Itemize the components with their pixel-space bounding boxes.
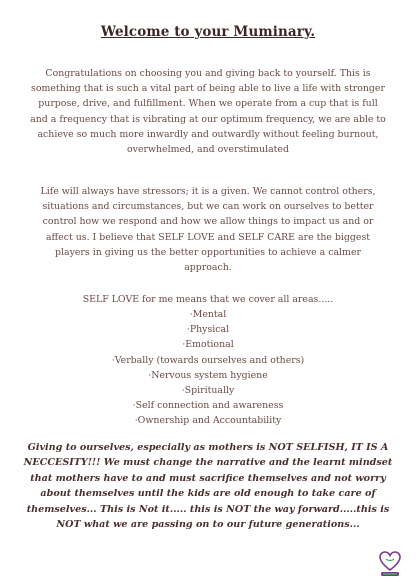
list-item: ·Ownership and Accountability: [134, 415, 282, 427]
list-item: ·Emotional: [182, 339, 234, 351]
stressors-paragraph: Life will always have stressors; it is a given. We cannot control others, situations and circumstances, but we can work on ourselves to better control how we respond and how we allow things to impact us and or affect us. I believe that SELF LOVE and SELF CARE are the biggest players in giving us the better opportunities to achieve a calmer approach.: [40, 186, 376, 274]
list-item: ·Verbally (towards ourselves and others): [111, 354, 305, 366]
list-item: ·Spiritually: [181, 385, 235, 397]
list-item: ·Mental: [189, 309, 227, 320]
intro-paragraph: Congratulations on choosing you and giving back to yourself. This is something that is such a vital part of being able to live a life with stronger purpose, drive, and fulfillment. When we operate from a cup that is full and a frequency that is vibrating at our optimum frequency, we are able to achieve so much more inwardly and outwardly without feeling burnout, overwhelmed, and overstimulated: [30, 68, 386, 156]
list-item: ·Physical: [186, 324, 230, 336]
list-item: ·Nervous system hygiene: [148, 369, 268, 381]
page-title: Welcome to your Muminary.: [100, 24, 316, 40]
self-love-areas-list: [0, 307, 416, 429]
self-love-heading: SELF LOVE for me means that we cover all areas.....: [82, 294, 334, 305]
heart-logo-icon: [378, 550, 402, 578]
list-item: ·Self connection and awareness: [132, 400, 284, 412]
closing-statement: Giving to ourselves, especially as mothers is NOT SELFISH, IT IS A NECCESITY!!! We must change the narrative and the learnt mindset that mothers have to and must sacrifice themselves and not worry about themselves until the kids are old enough to take care of themselves... This is Not it..... this is NOT the way forward.....this is NOT what we are passing on to our future generations...: [23, 442, 393, 531]
